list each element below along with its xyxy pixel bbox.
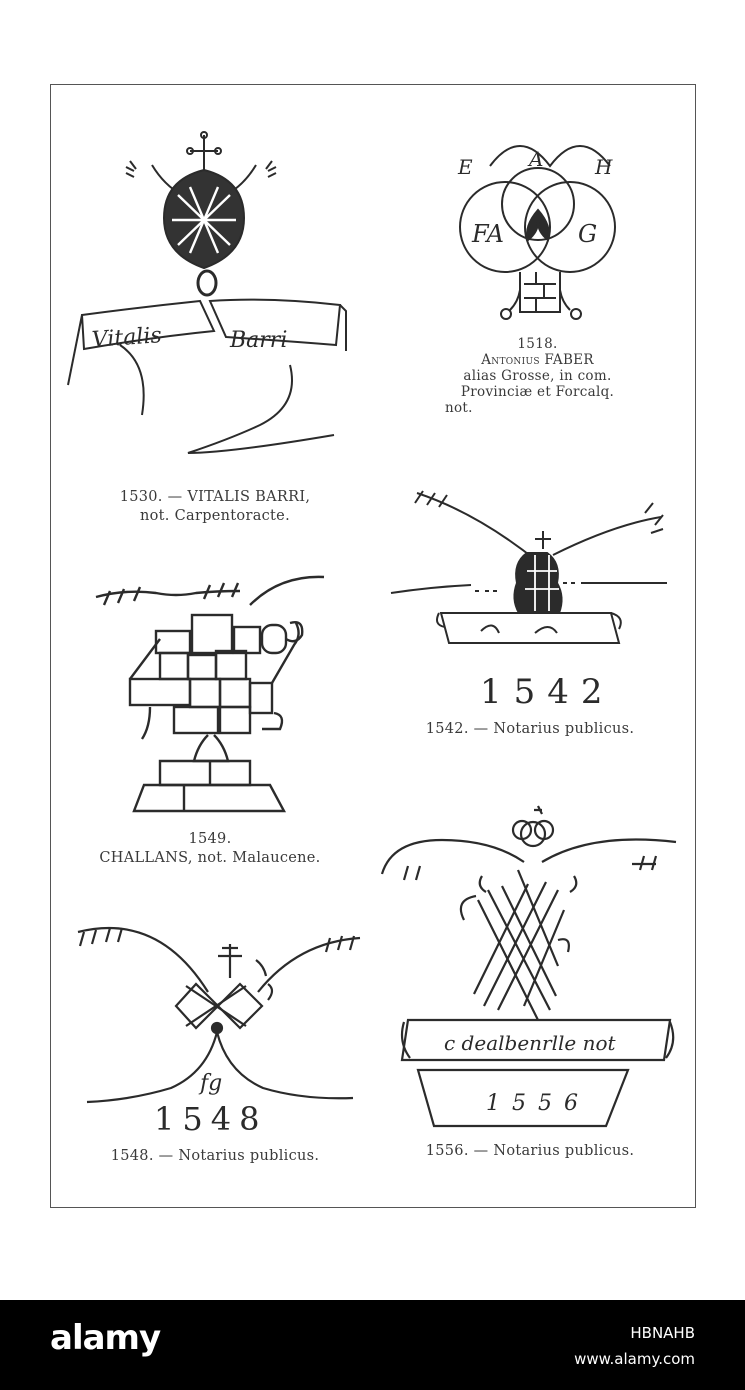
faber-letter-a: A: [529, 147, 544, 171]
banner-left-text: Vitalis: [91, 323, 163, 353]
banner-text-1556: c dealbenrlle not: [444, 1031, 616, 1055]
faber-letter-g: G: [578, 220, 598, 248]
faber-letter-e: E: [458, 155, 473, 179]
caption-1542: 1542. — Notarius publicus.: [425, 721, 635, 737]
handwritten-year-1542: 1542: [480, 672, 615, 712]
site-url: www.alamy.com: [574, 1350, 695, 1368]
stock-watermark-bar: [0, 1300, 745, 1390]
alamy-logo: alamy: [50, 1318, 161, 1358]
image-id: HBNAHB: [630, 1324, 695, 1342]
initials-fg: fg: [200, 1071, 223, 1096]
faber-letter-h: H: [595, 155, 613, 179]
handwritten-year-1556: 1556: [486, 1091, 590, 1116]
notary-mark-1542: [385, 485, 675, 715]
faber-letters-fa: FA: [472, 220, 504, 248]
notary-mark-challans: [90, 575, 330, 820]
notary-mark-1548: [72, 920, 367, 1140]
notary-mark-1556: [378, 800, 683, 1135]
banner-right-text: Barri: [230, 328, 288, 353]
caption-1518: 1518. Antonius FABER alias Grosse, in com. Provinciæ et Forcalq. not.: [445, 336, 615, 416]
caption-1548: 1548. — Notarius publicus.: [110, 1148, 320, 1164]
caption-1556: 1556. — Notarius publicus.: [425, 1143, 635, 1159]
caption-1549: 1549. CHALLANS, not. Malaucene.: [99, 831, 321, 866]
caption-1530: 1530. — VITALIS BARRI, not. Carpentoracte.: [119, 489, 311, 524]
handwritten-year-1548: 1548: [154, 1100, 268, 1138]
notary-mark-antonius-faber: [450, 132, 625, 327]
notary-mark-vitalis-barri: [60, 125, 360, 475]
